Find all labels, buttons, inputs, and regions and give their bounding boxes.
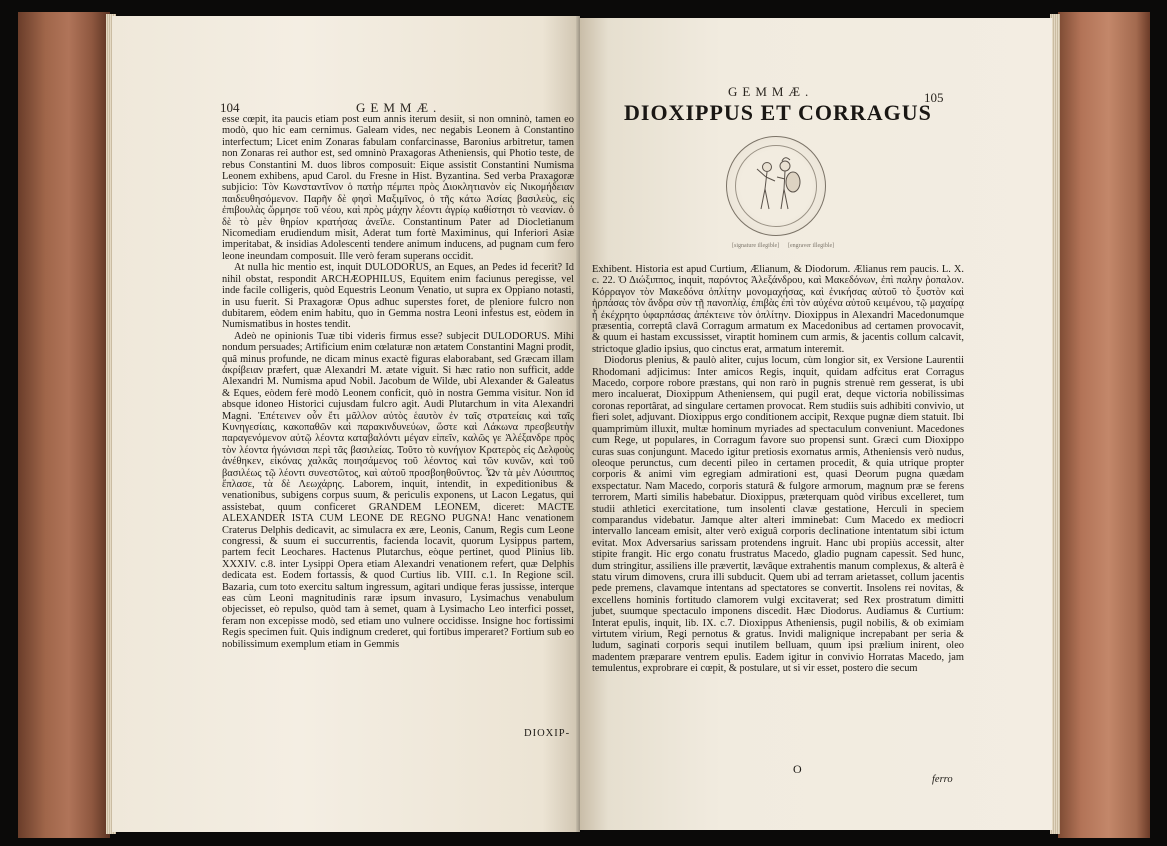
two-figures-illustration <box>727 137 825 235</box>
running-head: GEMMÆ. <box>728 84 814 99</box>
paragraph: At nulla hic mentio est, inquit DULODORUS, an Eques, an Pedes id fecerit? Id nihil obstat, respondit ARCHÆOPHILUS, Equitem enim faciunus peregisse, vel inde facile colligeris, quòd Equestris Leonum Venatio, ut supra ex Oppiano notasti, in usu fuerit. Si Praxagoræ Opus adhuc superstes foret, de pleniore fulcro non dubitarem, eòdem enim habitu, quo in Gemma nostra Leoni infestus est, eòdem in Numismatibus in hostes tendit. <box>222 262 574 331</box>
section-title: DIOXIPPUS ET CORRAGUS <box>624 100 932 125</box>
right-page <box>580 18 1052 830</box>
body-text <box>222 114 574 650</box>
engraver-mark: [engraver illegible] <box>788 243 835 249</box>
left-page <box>112 16 580 832</box>
paragraph: Adeò ne opinionis Tuæ tibi videris firmus esse? subjecit DULODORUS. Mihi nondum persuades; Artificium enim cœlaturæ non ætatem Constantini Magni prodit, quâ minus profunde, ne dicam minus exactè figuras elaborabant, sed Græcam illam ἀκρίβειαν præfert, quæ Alexandri M. ætate viguit. Si hæc ratio non sufficit, adde Alexandri M. Numisma apud Nobil. Jacobum de Wilde, ubi Alexander & Galeatus & Eques, eòdem ferè modò Leonem conficit, quò in nostra Gemma visitur. Non id absque idoneo Historici cujusdam fulcro agit. Audi Plutarchum in vita Alexandri Magni. Ἐπέτεινεν οὖν ἔτι μᾶλλον αὐτὸς ἑαυτὸν ἐν ταῖς στρατείαις καὶ ταῖς Κυνηγεσίαις, κακοπαθῶν καὶ παρακινδυνεύων, ὥστε καὶ Λάκωνα πρεσβευτὴν παραγενόμενον αὐτῷ λέοντα καταβαλόντι μέγαν εἰπεῖν, καλῶς γε Ἀλέξανδρε πρὸς τὸν λέοντα ἠγώνισαι περὶ τᾶς βασιλείας. Τοῦτο τὸ κυνήγιον Κρατερὸς εἰς Δελφοὺς ἀνέθηκεν, εἰκόνας χαλκᾶς ποιησάμενος τοῦ λέοντος καὶ τῶν κυνῶν, καὶ τοῦ βασιλέως τῷ λέοντι συνεστῶτος, καὶ αὐτοῦ προσβοηθοῦντος. Ὧν τὰ μὲν Λύσιππος ἔπλασε, τὰ δὲ Λεωχάρης. Laborem, inquit, intendit, in expeditionibus & venationibus, subigens corpus suum, & periculis exponens, ut Lacon Legatus, qui assistebat, quum conficeret GRANDEM LEONEM, diceret: MACTE ALEXANDER ISTA CUM LEONE DE REGNO PUGNA! Hanc venationem Craterus Delphis dedicavit, ac simulacra ex ære, Leonis, Canum, Regis cum Leone congressi, & suum ei succurrentis, facienda locavit, quorum Lysippus partem, partem fecit Leochares. Hactenus Plutarchus, eòque pertinet, quod Plinius lib. XXXIV. c.8. inter Lysippi Opera etiam Alexandri venationem refert, quæ Delphis dedicata est. Eodem fortassis, & quod Curtius lib. VIII. c.1. In Regione scil. Bazaria, cum toto exercitu saltum ingressum, agitari undique feras jussisse, interque eas cùm Leoni magnitudinis raræ ipsum invasuro, Lysimachus venabulum objecisset, eò repulso, quòd tam à semet, quam à Lysimacho Leo interfici posset, feram non excepisse modò, sed etiam uno vulnere occidisse. Insigne hoc fortissimi Regis specimen fuit. Quis indignum crederet, qui fortibus imperaret? Fortium sub eo nobilissimum exemplum etiam in Gemmis <box>222 330 574 650</box>
paragraph: Diodorus plenius, & paulò aliter, cujus locum, cùm longior sit, ex Versione Laurentii Rhodomani adjicimus: Inter amicos Regis, inquit, quidam adfcitus erat Corragus Macedo, corpore robore præstans, qui non rarò in pugnis strenuè rem gesserat, is ubi mero incaluerat, Dioxippum Atheniensem, qui pugil erat, deque victoria nobilissimas coronas reportârat, ad singulare certamen provocat. Rem studiis suis adhibiti convivio, ut fieri solet, adjuvant. Dioxippus ergo conditionem accipit, Rexque pugnæ diem statuit. Ibi quamprimùm illuxit, multæ hominum myriades ad spectaculum conveniunt. Macedones cum Rege, ut populares, in Corragum favore suo propensi sunt. Græci cum Dioxippo curas suas conjungunt. Macedo igitur pretiosis exornatus armis, Atheniensis verò nudus, oleoque perunctus, cum decenti pileo in certamen procedit, & quia utrique propter corporis & animi vim egregiam admirationi est, quasi Deorum pugna quædam exspectatur. Nam Macedo, corporis staturâ & fulgore armorum, magnum præ se ferens terrorem, Marti similis habebatur. Dioxippus, præterquam quòd viribus excelleret, tum studii athletici exercitatione, tum insolenti clavæ gestatione, Herculi in speciem comparandus videbatur. Jamque alter alteri imminebat: Cum Macedo ex mediocri intervallo lanceam emisit, alter verò exiguâ corporis declinatione intentatum sibi ictum evitat. Mox Adversarius sarissam protendens ingruit. Hanc ubi propiùs accessit, alter stipite frangit. Hic ergo conatu frustratus Macedo, gladio pugnam capessit. Sed hunc, dum stringitur, assiliens ille prævertit, lævâque extrahentis manum complexus, & alterâ è statu virum dimovens, crura illi subducit. Quem ubi ad terram arietasset, collum jacentis pede premens, clavamque intentans ad spectatores se convertit. Insolens rei novitas, & excellens hominis fortitudo clamorem vulgi excitaverat; sed Rex prostratum dimitti jubet, suumque spectaculo imponens discedit. Hæc Diodorus. Audiamus & Curtium: Interat epulis, inquit, lib. IX. c.7. Dioxippus Atheniensis, pugil nobilis, & ob eximiam virtutem virium, Regi pernotus & gratus. Invidi malignique increpabant per seria & ludum, saginati corporis sequi inutilem belluam, quum ipsi prælium inirent, oleo madentem præparare ventrem epulis. Eadem igitur in convivio Horratas Macedo, jam temulentus, exprobrare ei cœpit, & postulare, ut si vir esset, postero die secum <box>592 355 964 675</box>
paragraph: esse cœpit, ita paucis etiam post eum annis iterum desiit, si non omninò, tamen eo modò, quo hic eam cernimus. Galeam vides, nec negabis Leonem à Constantino interfectum; Licet enim Zonaras fabulam confarcinasse, Baronius arbitretur, tamen non Zonaras rei author est, sed omninò Praxagoras Atheniensis, qui Photio teste, de rebus Constantini M. duos libros composuit: Eique assistit Constantini Numisma Leonem exhibens, apud Carol. du Fresne in Hist. Byzantina. Sed verba Praxagoræ subjicio: Τὸν Κωνσταντῖνον ὁ πατὴρ πέμπει πρὸς Διοκλητιανὸν εἰς Νικομήδειαν παιδευθησόμενον. Παρῆν δὲ φησὶ Μαξιμῖνος, ὁ τῆς κάτω Ἀσίας βασιλεὺς, εἰς ἐπιβουλὰς ὥρμησε τοῦ νέου, καὶ πρὸς μάχην λέοντι ἀγρίῳ καθίστησι τὸ νεανίαν. ὁ δὲ τὸ μὲν θηρίον κρατήσας ἀνεῖλε. Constantinum Pater ad Diocletianum Nicomediam erudiendum misit, Aderat tum fortè Maximinus, qui Inferiori Asiæ imperitabat, & insidias Adolescenti tendere animum inducens, ad pugnam cum fero leone ineundam composuit. Ille verò feram superans occidit. <box>222 114 574 262</box>
page-number: 104 <box>220 100 240 115</box>
catchword: ferro <box>932 774 953 785</box>
book-cover-left <box>18 12 110 838</box>
gem-engraving <box>726 136 826 236</box>
engraving-signature: [signature illegible] <box>732 243 780 249</box>
running-head: GEMMÆ. <box>356 100 442 115</box>
body-text <box>592 264 964 675</box>
page-number: 105 <box>924 90 944 105</box>
book-cover-right <box>1058 12 1150 838</box>
signature-mark: O <box>793 762 802 776</box>
paragraph: Exhibent. Historia est apud Curtium, Ælianum, & Diodorum. Ælianus rem paucis. L. X. c. 22. Ὁ Διώξιππος, inquit, παρόντος Ἀλεξάνδρου, καὶ Μακεδόνων, ἐπὶ παλην ῥοπαλον. Κόρραγον τὸν Μακεδόνα ὁπλίτην μονομαχήσας, καὶ ἐνικήσας αὐτοῦ τὸ ξυστὸν καὶ ἠρπάσας τὸν ἄνδρα σὺν τῇ πανοπλίᾳ, ἐπιβὰς ἐπὶ τὸν αὐχένα αὐτοῦ κειμένου, τῷ μαχαίρᾳ ἧ ἐκέχρητο ὑφαρπάσας ἀπέκτεινε τὸν ὁπλίτην. Dioxippus in Alexandri Macedonumque præsentia, correptâ clavâ Corragum armatum ex Macedonibus ad certamen provocavit, & quum ei hastam excussisset, viraptit hominem cum armis, & jacentis collum calcavit, strictoque gladio ipsius, quo cinctus erat, armatum interemit. <box>592 264 964 355</box>
catchword: DIOXIP- <box>524 728 571 739</box>
